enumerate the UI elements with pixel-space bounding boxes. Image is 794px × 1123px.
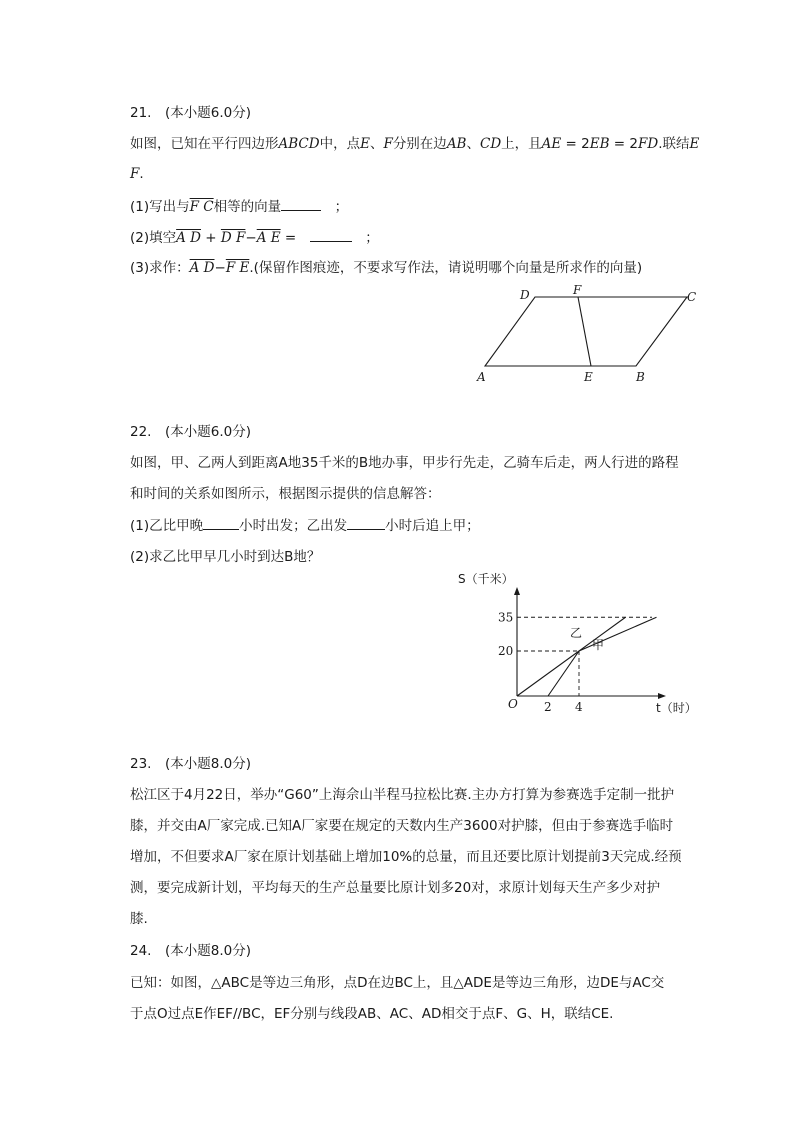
segment-ef <box>578 297 591 366</box>
q22-stem-line2: 和时间的关系如图所示，根据图示提供的信息解答： <box>130 486 441 502</box>
origin-label: O <box>508 697 518 711</box>
label-c: C <box>687 290 697 304</box>
q21-part2: (2)填空A D + D F−A E = ； <box>130 227 379 248</box>
answer-blank[interactable] <box>281 196 321 211</box>
parallelogram-abcd <box>485 297 687 366</box>
q22-part1: (1)乙比甲晚 小时出发；乙出发 小时后追上甲； <box>130 515 480 536</box>
series-line-yi <box>548 617 626 696</box>
series-line-jia <box>517 617 657 696</box>
label-f: F <box>573 283 582 297</box>
y-tick-label: 20 <box>498 644 514 658</box>
y-tick-label: 35 <box>498 610 514 625</box>
x-tick-label: 2 <box>544 700 552 714</box>
label-b: B <box>636 370 645 384</box>
q22-stem-line1: 如图，甲、乙两人到距离A地35千米的B地办事，甲步行先走，乙骑车后走，两人行进的路程 <box>130 455 679 471</box>
q23-header: 23. (本小题8.0分) <box>130 756 251 772</box>
q23-line2: 膝，并交由A厂家完成.已知A厂家要在规定的天数内生产3600对护膝，但由于参赛选手临时 <box>130 818 674 834</box>
distance-time-chart <box>440 565 710 723</box>
q23-line3: 增加，不但要求A厂家在原计划基础上增加10%的总量，而且还要比原计划提前3天完成.经预 <box>130 849 682 865</box>
q22-part2: (2)求乙比甲早几小时到达B地？ <box>130 549 321 565</box>
y-axis-label: S（千米） <box>458 572 514 586</box>
q23-line5: 膝. <box>130 911 148 927</box>
label-d: D <box>520 288 530 302</box>
q24-line1: 已知：如图，△ABC是等边三角形，点D在边BC上，且△ADE是等边三角形，边DE与AC交 <box>130 975 665 991</box>
x-axis-arrow <box>658 693 666 699</box>
q23-line1: 松江区于4月22日，举办“G60”上海佘山半程马拉松比赛.主办方打算为参赛选手定制一批护 <box>130 787 675 803</box>
series-label-jia: 甲 <box>592 638 605 652</box>
q21-part3: (3)求作：A D−F E.(保留作图痕迹，不要求写作法，请说明哪个向量是所求作的向量) <box>130 260 643 276</box>
label-a: A <box>477 370 486 384</box>
q21-stem-line1: 如图，已知在平行四边形ABCD中，点E、F分别在边AB、CD上，且AE = 2EB = 2FD.联结E <box>130 136 700 152</box>
series-label-yi: 乙 <box>570 626 583 640</box>
x-tick-label: 4 <box>575 700 583 714</box>
q24-header: 24. (本小题8.0分) <box>130 943 251 959</box>
y-axis-arrow <box>514 587 520 595</box>
q24-line2: 于点O过点E作EF//BC，EF分别与线段AB、AC、AD相交于点F、G、H，联结CE. <box>130 1006 614 1022</box>
q21-part1: (1)写出与F C相等的向量 ； <box>130 196 348 217</box>
q21-stem-line2: F. <box>130 166 144 182</box>
answer-blank[interactable] <box>310 227 352 242</box>
label-e: E <box>584 370 593 384</box>
q22-header: 22. (本小题6.0分) <box>130 424 251 440</box>
parallelogram-figure <box>470 282 710 390</box>
answer-blank[interactable] <box>203 515 239 530</box>
q23-line4: 测，要完成新计划，平均每天的生产总量要比原计划多20对，求原计划每天生产多少对护 <box>130 880 661 896</box>
q21-header: 21. (本小题6.0分) <box>130 105 251 121</box>
x-axis-label: t（时） <box>656 701 697 715</box>
answer-blank[interactable] <box>347 515 385 530</box>
